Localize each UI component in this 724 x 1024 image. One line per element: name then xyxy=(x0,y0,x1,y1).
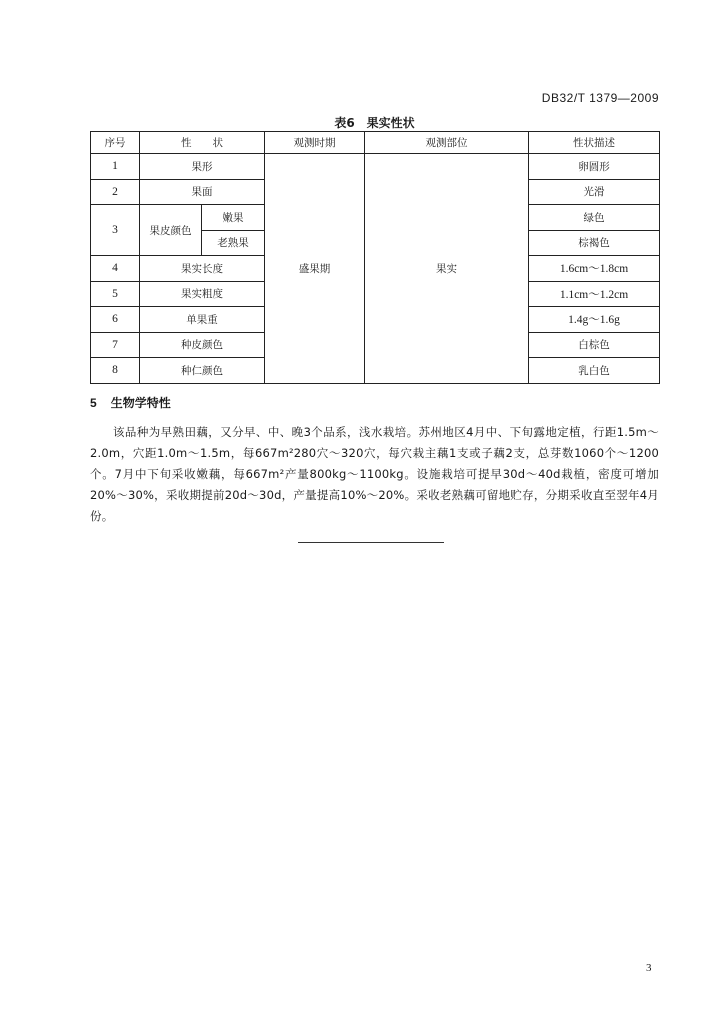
section-paragraph: 该品种为早熟田藕，又分早、中、晚3个品系，浅水栽培。苏州地区4月中、下旬露地定植，行距1.5m～2.0m，穴距1.0m～1.5m，每667m²280穴～320穴，每穴栽主藕1支或子藕2支，总芽数1060个～1200个。7月中下旬采收嫩藕，每667m²产量800kg～1100kg。设施栽培可提早30d～40d栽植，密度可增加20%～30%，采收期提前20d～30d，产量提高10%～20%。采收老熟藕可留地贮存，分期采收直至翌年4月份。 xyxy=(90,425,659,523)
row-number: 2 xyxy=(91,179,140,205)
col-header-desc: 性状描述 xyxy=(529,132,660,154)
end-rule xyxy=(298,542,444,543)
desc-cell: 光滑 xyxy=(529,179,660,205)
row-number: 6 xyxy=(91,307,140,333)
sub-trait-cell: 嫩果 xyxy=(202,205,265,231)
trait-cell: 单果重 xyxy=(140,307,265,333)
row-number: 4 xyxy=(91,256,140,282)
section-heading xyxy=(90,394,171,411)
col-header-no: 序号 xyxy=(91,132,140,154)
period-cell: 盛果期 xyxy=(265,154,365,384)
standard-code: DB32/T 1379—2009 xyxy=(541,91,659,105)
row-number: 7 xyxy=(91,332,140,358)
trait-cell: 种仁颜色 xyxy=(140,358,265,384)
desc-cell: 乳白色 xyxy=(529,358,660,384)
desc-cell: 白棕色 xyxy=(529,332,660,358)
sub-trait-cell: 老熟果 xyxy=(202,230,265,256)
page-number: 3 xyxy=(646,962,652,974)
trait-cell: 果实粗度 xyxy=(140,281,265,307)
table-caption: 表6 果实性状 xyxy=(334,116,415,130)
trait-cell: 果皮颜色 xyxy=(140,205,202,256)
part-cell: 果实 xyxy=(365,154,529,384)
desc-cell: 1.1cm～1.2cm xyxy=(529,281,660,307)
fruit-traits-table xyxy=(90,131,660,384)
desc-cell: 棕褐色 xyxy=(529,230,660,256)
table-row xyxy=(91,154,660,180)
row-number: 8 xyxy=(91,358,140,384)
table-header-row xyxy=(91,132,660,154)
trait-cell: 果形 xyxy=(140,154,265,180)
section-title: 生物学特性 xyxy=(110,396,171,410)
row-number: 5 xyxy=(91,281,140,307)
trait-cell: 果实长度 xyxy=(140,256,265,282)
trait-cell: 果面 xyxy=(140,179,265,205)
col-header-period: 观测时期 xyxy=(265,132,365,154)
trait-cell: 种皮颜色 xyxy=(140,332,265,358)
col-header-trait: 性 状 xyxy=(140,132,265,154)
desc-cell: 1.6cm～1.8cm xyxy=(529,256,660,282)
desc-cell: 绿色 xyxy=(529,205,660,231)
desc-cell: 卵圆形 xyxy=(529,154,660,180)
desc-cell: 1.4g～1.6g xyxy=(529,307,660,333)
row-number: 3 xyxy=(91,205,140,256)
row-number: 1 xyxy=(91,154,140,180)
col-header-part: 观测部位 xyxy=(365,132,529,154)
section-number: 5 xyxy=(90,396,97,410)
